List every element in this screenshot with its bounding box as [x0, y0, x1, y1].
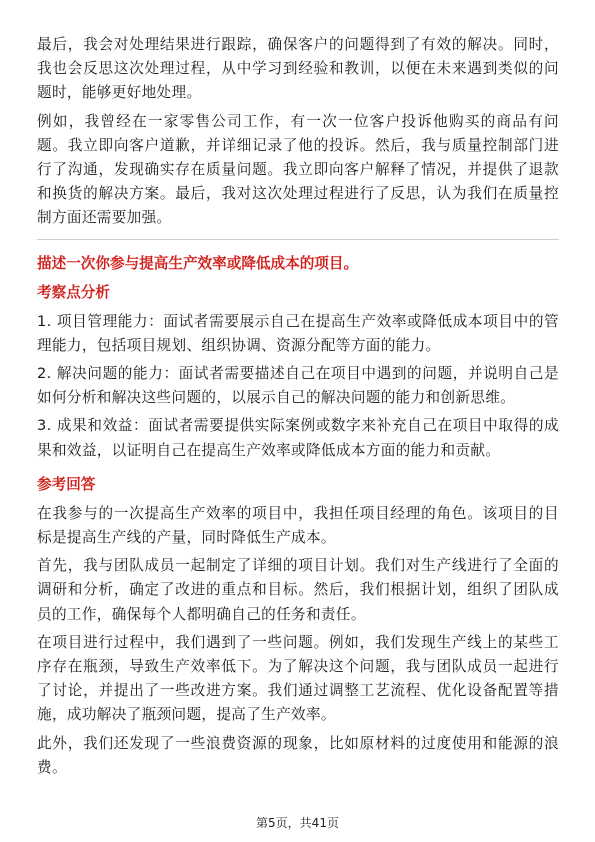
answer-heading: 参考回答 [37, 475, 96, 493]
paragraph: 例如，我曾经在一家零售公司工作，有一次一位客户投诉他购买的商品有问题。我立即向客户道歉，并详细记录了他的投诉。然后，我与质量控制部门进行了沟通，发现确实存在质量问题。我立即向客户解释了情况，并提供了退款和换货的解决方案。最后，我对这次处理过程进行了反思，认为我们在质量控制方面还需要加强。 [37, 112, 559, 227]
paragraph: 最后，我会对处理结果进行跟踪，确保客户的问题得到了有效的解决。同时，我也会反思这次处理过程，从中学习到经验和教训，以便在未来遇到类似的问题时，能够更好地处理。 [37, 36, 559, 102]
answer-paragraph: 此外，我们还发现了一些浪费资源的现象，比如原材料的过度使用和能源的浪费。 [37, 734, 559, 776]
section-divider [37, 239, 559, 240]
answer-paragraph: 首先，我与团队成员一起制定了详细的项目计划。我们对生产线进行了全面的调研和分析，确定了改进的重点和目标。然后，我们根据计划，组织了团队成员的工作，确保每个人都明确自己的任务和责任。 [37, 557, 559, 623]
analysis-item: 2. 解决问题的能力：面试者需要描述自己在项目中遇到的问题，并说明自己是如何分析和解决这些问题的，以展示自己的解决问题的能力和创新思维。 [37, 365, 559, 407]
answer-paragraph: 在我参与的一次提高生产效率的项目中，我担任项目经理的角色。该项目的目标是提高生产线的产量，同时降低生产成本。 [37, 504, 559, 547]
analysis-heading: 考察点分析 [37, 283, 110, 301]
answer-paragraph: 在项目进行过程中，我们遇到了一些问题。例如，我们发现生产线上的某些工序存在瓶颈，导致生产效率低下。为了解决这个问题，我与团队成员一起进行了讨论，并提出了一些改进方案。我们通过调整工艺流程、优化设备配置等措施，成功解决了瓶颈问题，提高了生产效率。 [37, 633, 559, 724]
analysis-item: 3. 成果和效益：面试者需要提供实际案例或数字来补充自己在项目中取得的成果和效益，以证明自己在提高生产效率或降低成本方面的能力和贡献。 [37, 417, 559, 459]
page-content [37, 33, 559, 784]
analysis-item: 1. 项目管理能力：面试者需要展示自己在提高生产效率或降低成本项目中的管理能力，包括项目规划、组织协调、资源分配等方面的能力。 [37, 312, 559, 354]
page-number: 第5页，共41页 [256, 816, 339, 830]
question-heading: 描述一次你参与提高生产效率或降低成本的项目。 [37, 254, 359, 272]
